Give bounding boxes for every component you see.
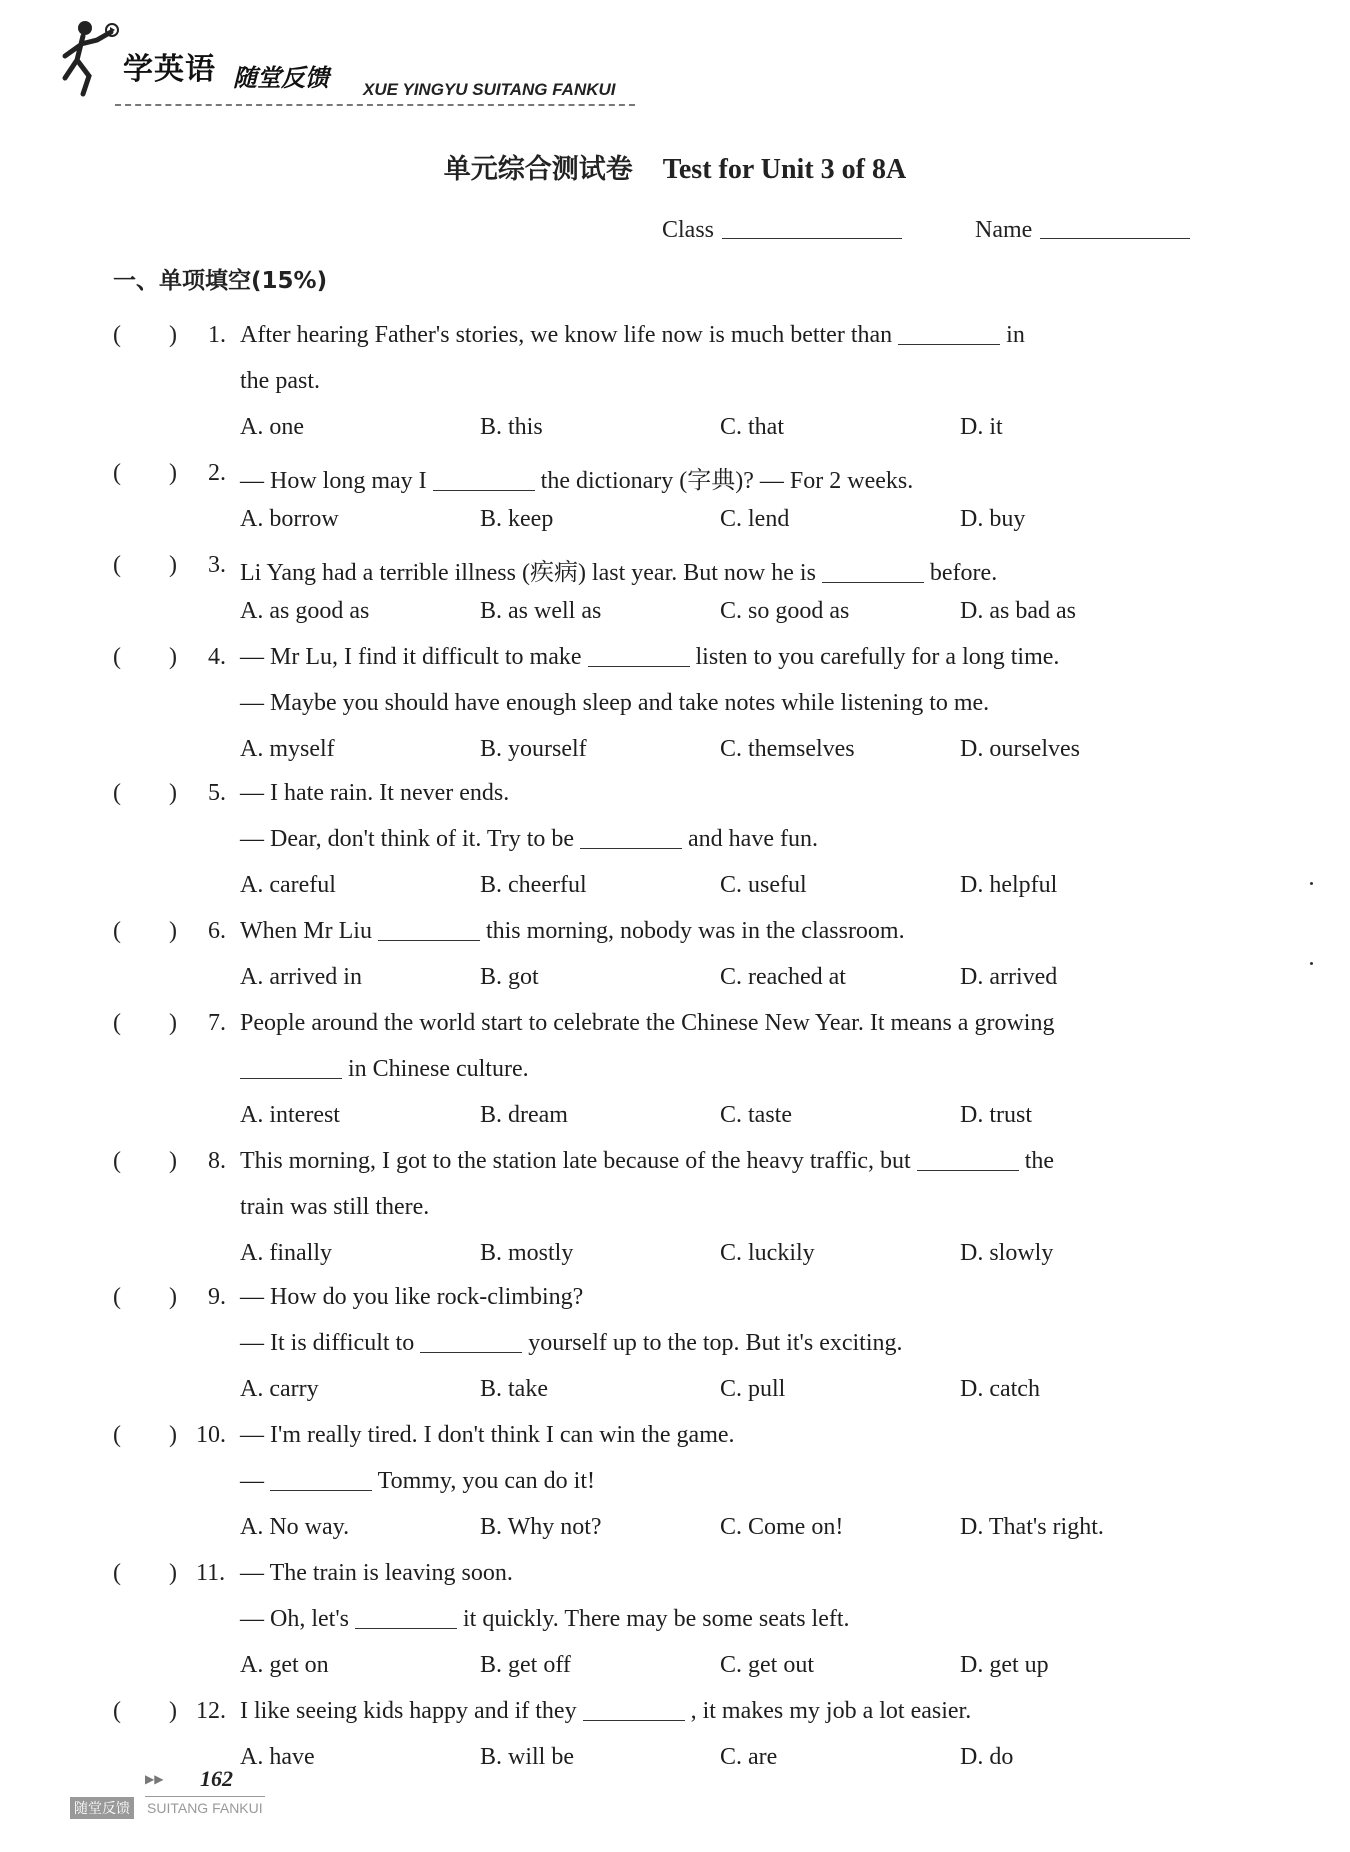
- question-line: [240, 1010, 1054, 1037]
- option-b[interactable]: B. keep: [480, 506, 554, 532]
- option-a[interactable]: A. interest: [240, 1102, 340, 1128]
- option-b[interactable]: B. this: [480, 414, 543, 440]
- title-en: Test for Unit 3 of 8A: [662, 154, 907, 185]
- question-number: 6.: [208, 918, 226, 944]
- question-line: [240, 644, 1059, 671]
- answer-blank[interactable]: [917, 1152, 1019, 1171]
- answer-bracket[interactable]: ( ): [113, 460, 177, 486]
- option-a[interactable]: A. as good as: [240, 598, 370, 624]
- option-d[interactable]: D. catch: [960, 1376, 1040, 1402]
- question-continuation: [240, 1330, 903, 1357]
- question-text: before.: [929, 560, 998, 586]
- question-number: 8.: [208, 1148, 226, 1174]
- option-a[interactable]: A. get on: [240, 1652, 329, 1678]
- logo-sub: 随堂反馈: [233, 64, 329, 92]
- question-text: I like seeing kids happy and if they: [240, 1698, 577, 1724]
- page-number: 162: [200, 1766, 233, 1791]
- question-number: 3.: [208, 552, 226, 578]
- option-a[interactable]: A. careful: [240, 872, 336, 898]
- answer-bracket[interactable]: ( ): [113, 1560, 177, 1586]
- question-line: [240, 780, 509, 807]
- option-c[interactable]: C. pull: [720, 1376, 786, 1402]
- question-text: — I hate rain. It never ends.: [240, 780, 510, 806]
- option-c[interactable]: C. luckily: [720, 1240, 815, 1266]
- header: [55, 18, 635, 118]
- question-line: [240, 1422, 735, 1449]
- option-c[interactable]: C. get out: [720, 1652, 814, 1678]
- question-number: 12.: [196, 1698, 226, 1724]
- answer-bracket[interactable]: ( ): [113, 644, 177, 670]
- name-blank[interactable]: [1040, 220, 1190, 239]
- option-b[interactable]: B. will be: [480, 1744, 574, 1770]
- option-b[interactable]: B. as well as: [480, 598, 602, 624]
- answer-bracket[interactable]: ( ): [113, 552, 177, 578]
- question-text: — How long may I: [240, 468, 427, 494]
- name-field[interactable]: [975, 217, 1190, 244]
- option-b[interactable]: B. yourself: [480, 736, 587, 762]
- margin-mark: [1310, 962, 1313, 965]
- question-text: this morning, nobody was in the classroom.: [485, 918, 905, 944]
- margin-mark: [1310, 882, 1313, 885]
- class-blank[interactable]: [722, 220, 902, 239]
- question-number: 11.: [196, 1560, 226, 1586]
- option-b[interactable]: B. get off: [480, 1652, 571, 1678]
- option-c[interactable]: C. so good as: [720, 598, 850, 624]
- answer-blank[interactable]: [433, 472, 535, 491]
- question-continuation: [240, 1606, 850, 1633]
- question-line: [240, 322, 1025, 349]
- footer-arrow-icon: ▶▶: [145, 1772, 164, 1786]
- option-d[interactable]: D. do: [960, 1744, 1014, 1770]
- title-cn: 单元综合测试卷: [443, 154, 633, 185]
- answer-blank[interactable]: [583, 1702, 685, 1721]
- option-c[interactable]: C. lend: [720, 506, 790, 532]
- question-text: — It is difficult to: [240, 1330, 415, 1356]
- question-line: [240, 552, 997, 587]
- option-b[interactable]: B. dream: [480, 1102, 568, 1128]
- answer-blank[interactable]: [378, 922, 480, 941]
- answer-bracket[interactable]: ( ): [113, 322, 177, 348]
- option-b[interactable]: B. got: [480, 964, 539, 990]
- section-heading: 一、单项填空(15%): [113, 268, 328, 294]
- answer-blank[interactable]: [270, 1472, 372, 1491]
- question-number: 5.: [208, 780, 226, 806]
- option-b[interactable]: B. take: [480, 1376, 548, 1402]
- runner-logo-icon: [55, 18, 125, 98]
- answer-blank[interactable]: [822, 564, 924, 583]
- option-d[interactable]: D. it: [960, 414, 1003, 440]
- question-text: — Mr Lu, I find it difficult to make: [240, 644, 582, 670]
- question-text: yourself up to the top. But it's exciting.: [528, 1330, 903, 1356]
- question-continuation: [240, 826, 818, 853]
- question-text: the dictionary (字典)? — For 2 weeks.: [540, 468, 914, 494]
- option-a[interactable]: A. finally: [240, 1240, 332, 1266]
- question-text: After hearing Father's stories, we know life now is much better than: [240, 322, 893, 348]
- footer-tag: 随堂反馈: [70, 1797, 134, 1819]
- answer-blank[interactable]: [898, 326, 1000, 345]
- option-d[interactable]: D. as bad as: [960, 598, 1076, 624]
- option-c[interactable]: C. taste: [720, 1102, 792, 1128]
- question-continuation: — Maybe you should have enough sleep and take notes while listening to me.: [240, 690, 990, 716]
- option-c[interactable]: C. reached at: [720, 964, 846, 990]
- option-a[interactable]: A. myself: [240, 736, 335, 762]
- option-a[interactable]: A. one: [240, 414, 304, 440]
- question-text: This morning, I got to the station late because of the heavy traffic, but: [240, 1148, 911, 1174]
- answer-blank[interactable]: [580, 830, 682, 849]
- class-label: Class: [662, 217, 715, 243]
- question-text: and have fun.: [688, 826, 818, 852]
- option-d[interactable]: D. That's right.: [960, 1514, 1104, 1540]
- question-line: [240, 1560, 513, 1587]
- question-line: [240, 918, 905, 945]
- question-number: 9.: [208, 1284, 226, 1310]
- header-divider: [115, 104, 635, 106]
- question-text: —: [240, 1468, 264, 1494]
- class-field[interactable]: [662, 217, 902, 244]
- question-number: 1.: [208, 322, 226, 348]
- option-d[interactable]: D. helpful: [960, 872, 1058, 898]
- answer-blank[interactable]: [588, 648, 690, 667]
- option-a[interactable]: A. have: [240, 1744, 315, 1770]
- question-number: 10.: [196, 1422, 226, 1448]
- answer-bracket[interactable]: ( ): [113, 1010, 177, 1036]
- question-number: 4.: [208, 644, 226, 670]
- question-line: [240, 1698, 971, 1725]
- option-d[interactable]: D. trust: [960, 1102, 1032, 1128]
- option-d[interactable]: D. buy: [960, 506, 1026, 532]
- option-c[interactable]: C. themselves: [720, 736, 855, 762]
- option-d[interactable]: D. ourselves: [960, 736, 1080, 762]
- question-line: [240, 460, 913, 495]
- logo-pinyin: XUE YINGYU SUITANG FANKUI: [363, 80, 616, 99]
- question-text: Li Yang had a terrible illness (疾病) last year. But now he is: [240, 560, 816, 586]
- option-d[interactable]: D. slowly: [960, 1240, 1054, 1266]
- option-c[interactable]: C. Come on!: [720, 1514, 844, 1540]
- page-title: [0, 147, 1350, 186]
- option-c[interactable]: C. that: [720, 414, 784, 440]
- question-text: in Chinese culture.: [348, 1056, 529, 1082]
- question-text: listen to you carefully for a long time.: [695, 644, 1060, 670]
- option-c[interactable]: C. are: [720, 1744, 778, 1770]
- question-continuation: train was still there.: [240, 1194, 430, 1220]
- option-d[interactable]: D. get up: [960, 1652, 1049, 1678]
- question-continuation: [240, 1056, 529, 1083]
- answer-bracket[interactable]: ( ): [113, 1148, 177, 1174]
- question-text: — Dear, don't think of it. Try to be: [240, 826, 575, 852]
- question-text: it quickly. There may be some seats left.: [462, 1606, 850, 1632]
- logo-main: 学英语: [123, 52, 216, 87]
- option-a[interactable]: A. carry: [240, 1376, 319, 1402]
- question-text: — Oh, let's: [240, 1606, 349, 1632]
- question-text: When Mr Liu: [240, 918, 372, 944]
- answer-bracket[interactable]: ( ): [113, 780, 177, 806]
- answer-blank[interactable]: [420, 1334, 522, 1353]
- question-number: 7.: [208, 1010, 226, 1036]
- footer-rule: [145, 1796, 265, 1797]
- question-text: in: [1006, 322, 1025, 348]
- option-a[interactable]: A. borrow: [240, 506, 339, 532]
- question-text: — I'm really tired. I don't think I can win the game.: [240, 1422, 735, 1448]
- question-text: — The train is leaving soon.: [240, 1560, 513, 1586]
- option-c[interactable]: C. useful: [720, 872, 807, 898]
- answer-blank[interactable]: [240, 1060, 342, 1079]
- name-label: Name: [975, 217, 1033, 243]
- question-line: [240, 1148, 1054, 1175]
- question-number: 2.: [208, 460, 226, 486]
- question-continuation: the past.: [240, 368, 320, 394]
- option-b[interactable]: B. Why not?: [480, 1514, 602, 1540]
- option-a[interactable]: A. arrived in: [240, 964, 362, 990]
- question-text: the: [1024, 1148, 1055, 1174]
- question-text: — How do you like rock-climbing?: [240, 1284, 584, 1310]
- option-a[interactable]: A. No way.: [240, 1514, 350, 1540]
- question-continuation: [240, 1468, 595, 1495]
- question-line: [240, 1284, 583, 1311]
- option-d[interactable]: D. arrived: [960, 964, 1058, 990]
- answer-bracket[interactable]: ( ): [113, 1422, 177, 1448]
- option-b[interactable]: B. mostly: [480, 1240, 574, 1266]
- question-text: , it makes my job a lot easier.: [690, 1698, 972, 1724]
- footer-pinyin: SUITANG FANKUI: [147, 1800, 263, 1816]
- question-text: Tommy, you can do it!: [377, 1468, 595, 1494]
- answer-bracket[interactable]: ( ): [113, 1284, 177, 1310]
- question-text: People around the world start to celebrate the Chinese New Year. It means a growing: [240, 1010, 1055, 1036]
- answer-blank[interactable]: [355, 1610, 457, 1629]
- answer-bracket[interactable]: ( ): [113, 918, 177, 944]
- answer-bracket[interactable]: ( ): [113, 1698, 177, 1724]
- option-b[interactable]: B. cheerful: [480, 872, 587, 898]
